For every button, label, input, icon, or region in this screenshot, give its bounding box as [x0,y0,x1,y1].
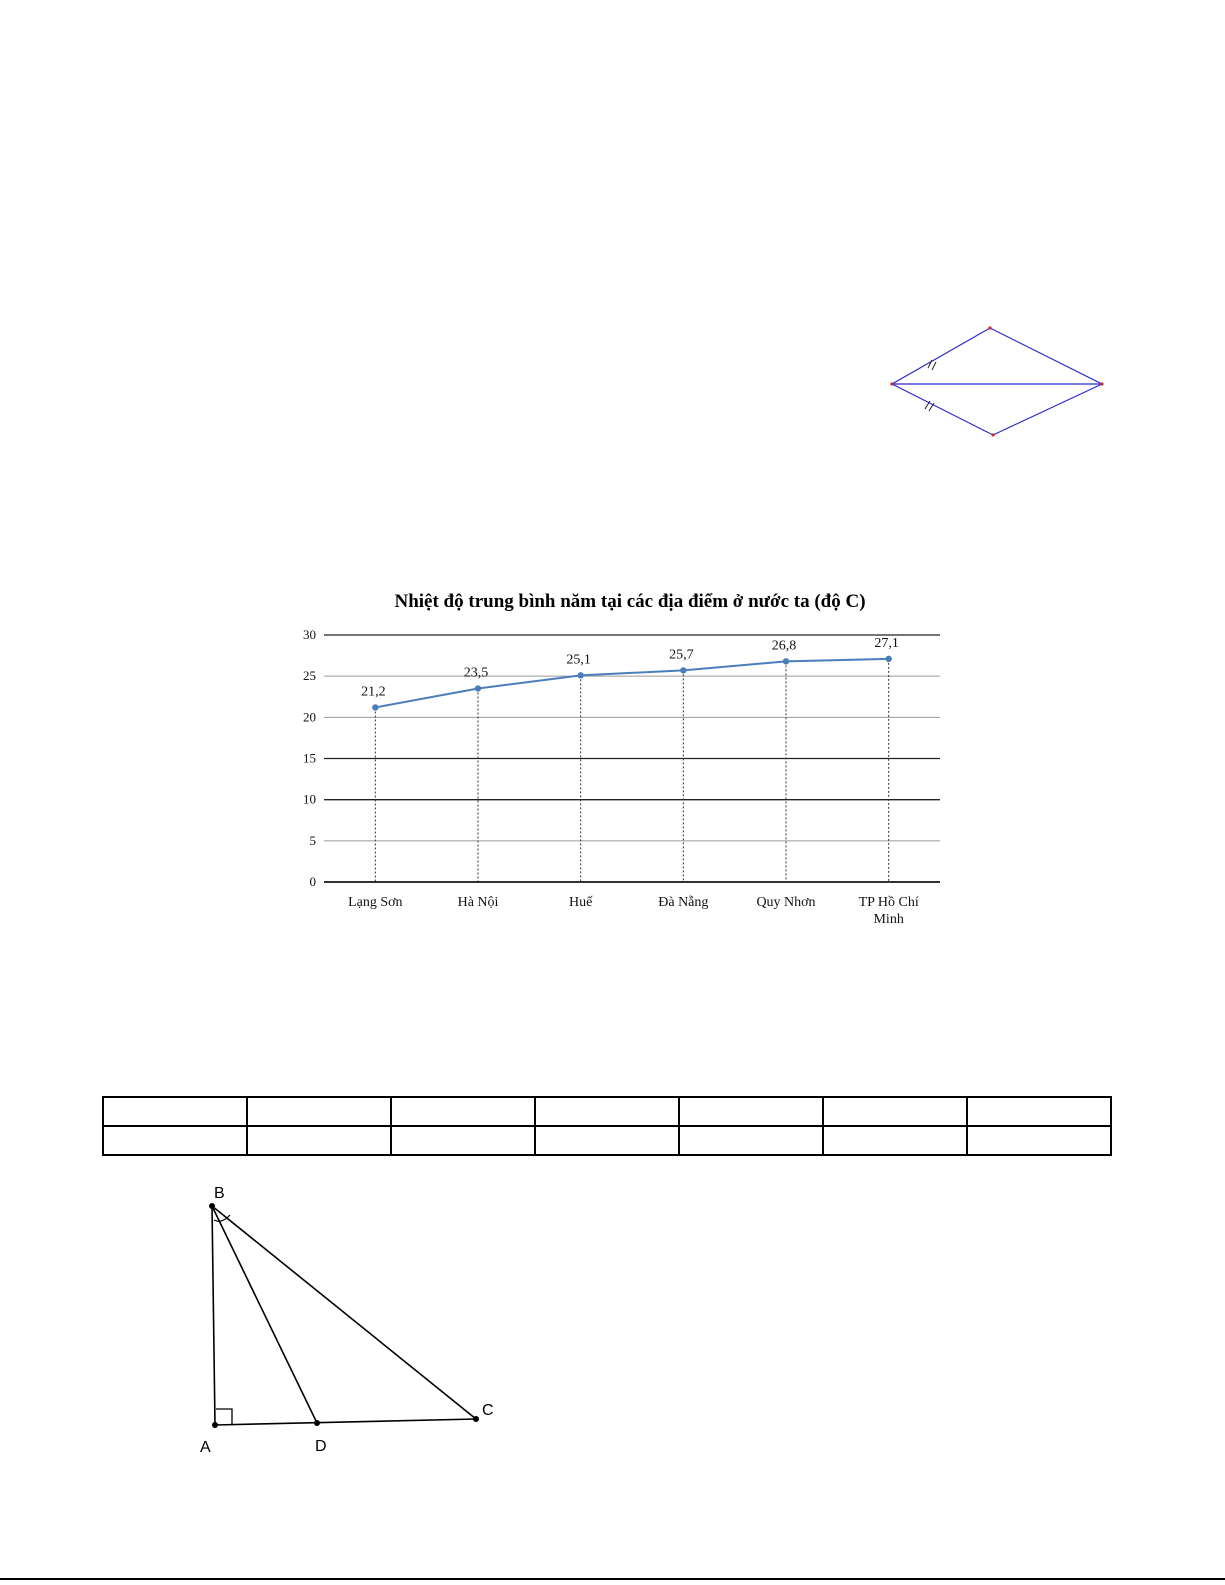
point-d [314,1420,320,1426]
data-point [885,656,891,662]
data-point [680,667,686,673]
table-cell [823,1097,967,1126]
segment-bc [212,1206,476,1419]
table-row [103,1126,1111,1155]
y-tick-label: 0 [309,874,316,889]
label-c: C [482,1402,494,1419]
rhombus-edge-bottom-left [892,384,993,435]
table-cell [247,1097,391,1126]
chart-title: Nhiệt độ trung bình năm tại các địa điểm ở nước ta (độ C) [394,591,866,612]
data-label: 26,8 [771,638,797,654]
triangle-figure [0,1160,600,1480]
y-tick-label: 10 [303,791,316,807]
y-tick-label: 30 [303,627,316,642]
table-cell [823,1126,967,1155]
chart-svg [290,585,970,945]
label-a: A [200,1439,211,1456]
table-row [103,1097,1111,1126]
table-cell [103,1097,247,1126]
table-cell [391,1097,535,1126]
x-category-label: Đà Nẵng [658,895,709,910]
table-cell [967,1126,1111,1155]
data-label: 25,7 [669,647,694,663]
table-cell [679,1097,823,1126]
data-label: 25,1 [566,652,591,668]
segment-ac [215,1419,476,1425]
table-cell [247,1126,391,1155]
table-cell [535,1126,679,1155]
data-point [372,704,378,710]
data-label: 21,2 [361,684,386,700]
x-category-label: Lạng Sơn [348,895,403,910]
y-tick-label: 5 [309,832,316,848]
empty-table [102,1096,1112,1156]
segment-ab [212,1206,215,1425]
data-label: 27,1 [874,635,899,651]
rhombus-edge-top-left [892,328,990,384]
point-c [473,1416,479,1422]
rhombus-edge-bottom-right [993,384,1102,435]
x-category-label: Huế [569,895,593,910]
x-category-label: TP Hồ Chí Minh [858,895,919,927]
rhombus-figure [0,0,1225,470]
label-d: D [315,1438,327,1455]
y-tick-label: 15 [303,750,316,766]
temperature-chart [290,585,970,945]
y-tick-label: 25 [303,668,316,684]
page-bottom-rule [0,1578,1225,1580]
data-point [783,658,789,664]
right-angle-mark [216,1409,232,1425]
table-cell [967,1097,1111,1126]
data-label: 23,5 [463,665,489,681]
rhombus-vertices [890,326,1103,436]
rhombus-edge-top-right [990,328,1102,384]
table-cell [103,1126,247,1155]
table-cell [535,1097,679,1126]
x-category-label: Quy Nhơn [756,895,816,910]
x-category-label: Hà Nội [457,895,499,910]
series-line [375,659,888,708]
label-b: B [214,1185,225,1202]
point-b [209,1203,215,1209]
rhombus-shape [892,328,1102,435]
point-a [212,1422,218,1428]
data-point [475,685,481,691]
table-cell [391,1126,535,1155]
data-point [577,672,583,678]
table-cell [679,1126,823,1155]
y-tick-label: 20 [303,709,316,725]
segment-bd [212,1206,317,1423]
